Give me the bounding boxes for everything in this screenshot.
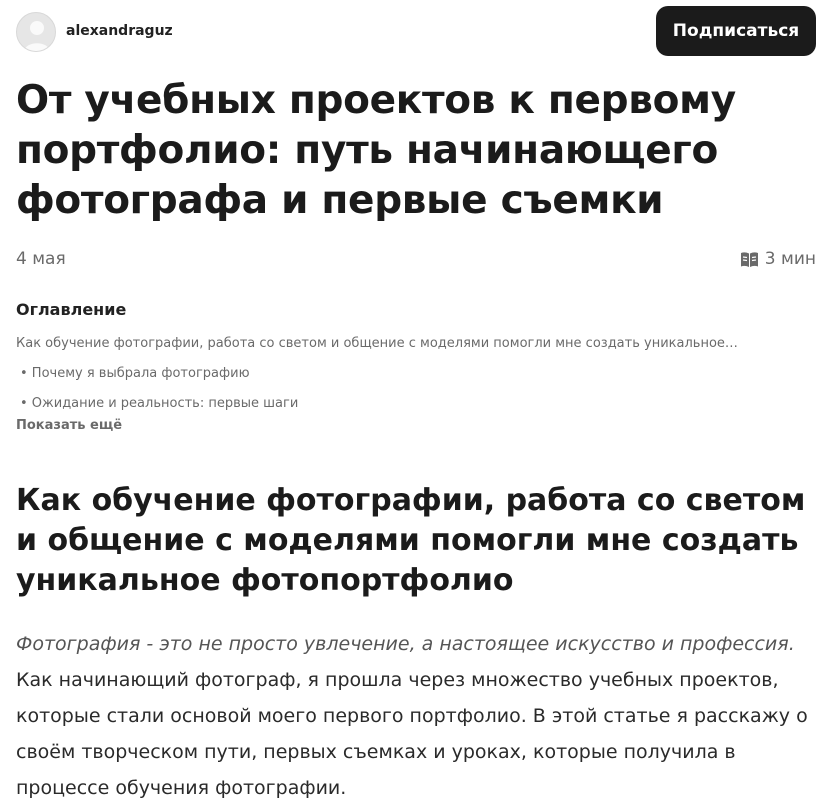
show-more-link[interactable]: Показать ещё — [16, 418, 123, 433]
read-time-label: 3 мин — [764, 249, 816, 269]
lead-italic: Фотография - это не просто увлечение, а настоящее искусство и профессия. — [16, 633, 795, 655]
book-icon — [740, 251, 759, 268]
section-heading: Как обучение фотографии, работа со светом и общение с моделями помогли мне создать уникальное фотопортфолио — [16, 483, 806, 598]
publish-date: 4 мая — [16, 249, 66, 269]
toc-heading: Оглавление — [16, 300, 127, 319]
toc-item[interactable]: • Почему я выбрала фотографию — [20, 366, 250, 381]
article-meta — [16, 249, 816, 273]
body-paragraph: Как начинающий фотограф, я прошла через множество учебных проектов, которые стали основой моего первого портфолио. В этой статье я расскажу о своём творческом пути, первых съемках и уроках, которые получила в процессе обучения фотографии. — [16, 669, 808, 799]
article-title: От учебных проектов к первому портфолио: путь начинающего фотографа и первые съемки — [16, 78, 736, 223]
table-of-contents — [16, 300, 816, 433]
author-name[interactable]: alexandraguz — [66, 23, 173, 39]
toc-item[interactable]: • Ожидание и реальность: первые шаги — [20, 396, 299, 411]
toc-item[interactable]: Как обучение фотографии, работа со светом и общение с моделями помогли мне создать уникальное… — [16, 336, 738, 351]
user-silhouette-icon — [17, 13, 56, 52]
avatar[interactable] — [16, 12, 56, 52]
article-header — [16, 11, 816, 55]
article-body — [16, 626, 816, 806]
read-time — [740, 249, 816, 269]
subscribe-button[interactable]: Подписаться — [656, 6, 816, 56]
